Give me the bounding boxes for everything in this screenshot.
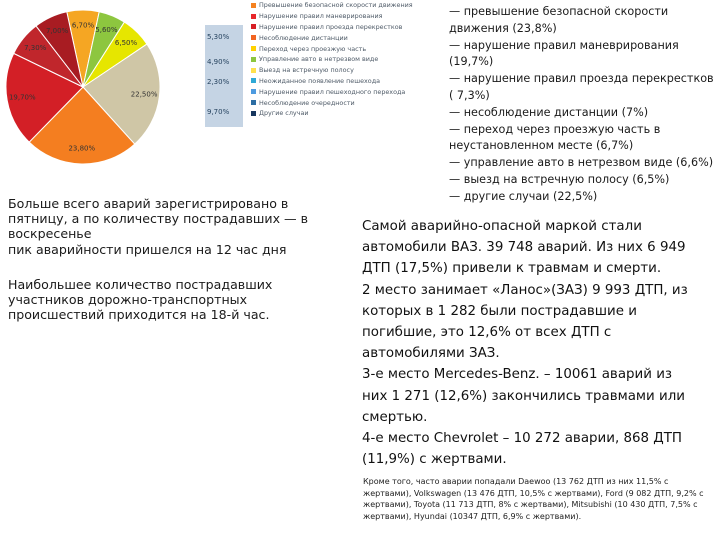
text-line: происшествий приходится на 18-й час. [8, 307, 270, 323]
text-line: ДТП (17,5%) привели к травмам и смерти. [362, 261, 662, 277]
cause-line: — другие случаи (22,5%) [449, 189, 598, 203]
cause-line: — нарушение правил маневрирования [449, 38, 679, 52]
text-line: участников дорожно-транспортных [8, 292, 248, 308]
legend-items [251, 0, 437, 119]
legend-item [251, 86, 437, 97]
cause-list [449, 4, 717, 206]
note-line: жертвами), Toyota (11 713 ДТП, 8% с жертвами), Mitsubishi (10 430 ДТП, 7,5% с [363, 500, 698, 510]
car-brand-stats-text [362, 216, 718, 470]
cause-line: — несоблюдение дистанции (7%) [449, 105, 649, 119]
text-line: которых в 1 282 были пострадавшие и [362, 303, 637, 319]
legend-item [251, 76, 437, 87]
note-line: Кроме того, часто аварии попадали Daewoo (13 762 ДТП из них 11,5% с [363, 477, 669, 486]
note-line: жертвами), Hyundai (10347 ДТП, 6,9% с жертвами). [363, 511, 582, 521]
text-line: них 1 271 (12,6%) закончились травмами или [362, 388, 685, 404]
bar-value: 5,30% [207, 33, 230, 41]
bar-value: 2,30% [207, 78, 230, 86]
pie-slice-label: 6,70% [71, 21, 95, 30]
legend-swatch [251, 100, 256, 105]
footnote [363, 476, 718, 522]
text-line: пятницу, а по количеству пострадавших — в [8, 211, 309, 227]
pie-slice-label: 6,50% [114, 38, 138, 47]
legend-label: Выезд на встречную полосу [259, 66, 354, 75]
legend-item [251, 11, 437, 22]
pie-slice-label: 7,00% [45, 27, 69, 36]
text-line: воскресенье [8, 226, 92, 242]
legend-label: Нарушение правил проезда перекрестков [259, 22, 403, 31]
legend-item [251, 65, 437, 76]
pie-slice-label: 19,70% [8, 93, 36, 102]
legend-label: Другие случаи [259, 109, 309, 118]
pie-chart [4, 8, 162, 166]
cause-line: неустановленном месте (6,7%) [449, 139, 634, 153]
text-line: автомобили ВАЗ. 39 748 аварий. Из них 6 949 [362, 240, 686, 256]
cause-line: — переход через проезжую часть в [449, 122, 661, 136]
legend-label: Переход через проезжую часть [259, 44, 367, 53]
legend-swatch [251, 111, 256, 116]
legend-label: Несоблюдение очередности [259, 98, 355, 107]
legend-swatch [251, 78, 256, 83]
cause-line: движения (23,8%) [449, 21, 557, 35]
legend-swatch [251, 35, 256, 40]
legend-item [251, 108, 437, 119]
legend-item [251, 0, 437, 11]
note-line: жертвами), Volkswagen (13 476 ДТП, 10,5% с жертвами), Ford (9 082 ДТП, 9,2% с [363, 488, 704, 498]
pie-slice-label: 5,60% [95, 26, 118, 35]
legend-swatch [251, 57, 256, 62]
text-line: пик аварийности пришелся на 12 час дня [8, 241, 287, 257]
legend-label: Неожиданное появление пешехода [259, 76, 381, 85]
cause-line: — превышение безопасной скорости [449, 5, 669, 18]
legend-item [251, 97, 437, 108]
cause-line: — нарушение правил проезда перекрестков [449, 72, 714, 86]
legend-label: Нарушение правил маневрирования [259, 12, 383, 21]
legend-swatch [251, 46, 256, 51]
cause-line: — выезд на встречную полосу (6,5%) [449, 172, 670, 186]
bar-value: 4,90% [207, 58, 230, 66]
bar-value: 9,70% [207, 108, 230, 116]
legend-label: Несоблюдение дистанции [259, 33, 348, 42]
text-line: 4-е место Chevrolet – 10 272 аварии, 868 ДТП [362, 431, 682, 447]
text-line: (11,9%) с жертвами. [362, 452, 507, 468]
text-line: Больше всего аварий зарегистрировано в [8, 196, 289, 211]
legend-bar [205, 25, 243, 127]
pie-slice-label: 7,30% [24, 44, 47, 53]
legend-swatch [251, 3, 256, 8]
text-line: 3-е место Mercedes-Benz. – 10061 аварий из [362, 367, 673, 383]
legend-swatch [251, 14, 256, 19]
cause-line: (19,7%) [449, 55, 494, 69]
cause-line: ( 7,3%) [449, 88, 490, 102]
legend-swatch [251, 24, 256, 29]
cause-line: — управление авто в нетрезвом виде (6,6%) [449, 156, 714, 170]
legend-swatch [251, 68, 256, 73]
pie-slice-label: 23,80% [68, 144, 96, 153]
legend-swatch [251, 89, 256, 94]
text-line: автомобилями ЗАЗ. [362, 346, 500, 362]
legend-label: Превышение безопасной скорости движения [259, 1, 413, 10]
pie-slice-label: 22,50% [130, 90, 158, 99]
text-line: 2 место занимает «Ланос»(ЗАЗ) 9 993 ДТП, из [362, 282, 688, 298]
pie-slices [6, 10, 160, 164]
legend-item [251, 32, 437, 43]
weekday-stats-text [8, 196, 360, 322]
legend-label: Нарушение правил пешеходного перехода [259, 87, 406, 96]
chart-legend [205, 0, 437, 175]
text-line: смертью. [362, 409, 428, 425]
text-line: погибшие, это 12,6% от всех ДТП с [362, 325, 612, 341]
legend-label: Управление авто в нетрезвом виде [259, 55, 379, 64]
legend-item [251, 43, 437, 54]
legend-item [251, 54, 437, 65]
text-line: Самой аварийно-опасной маркой стали [362, 219, 642, 234]
text-line: Наибольшее количество пострадавших [8, 276, 273, 292]
legend-item [251, 22, 437, 33]
